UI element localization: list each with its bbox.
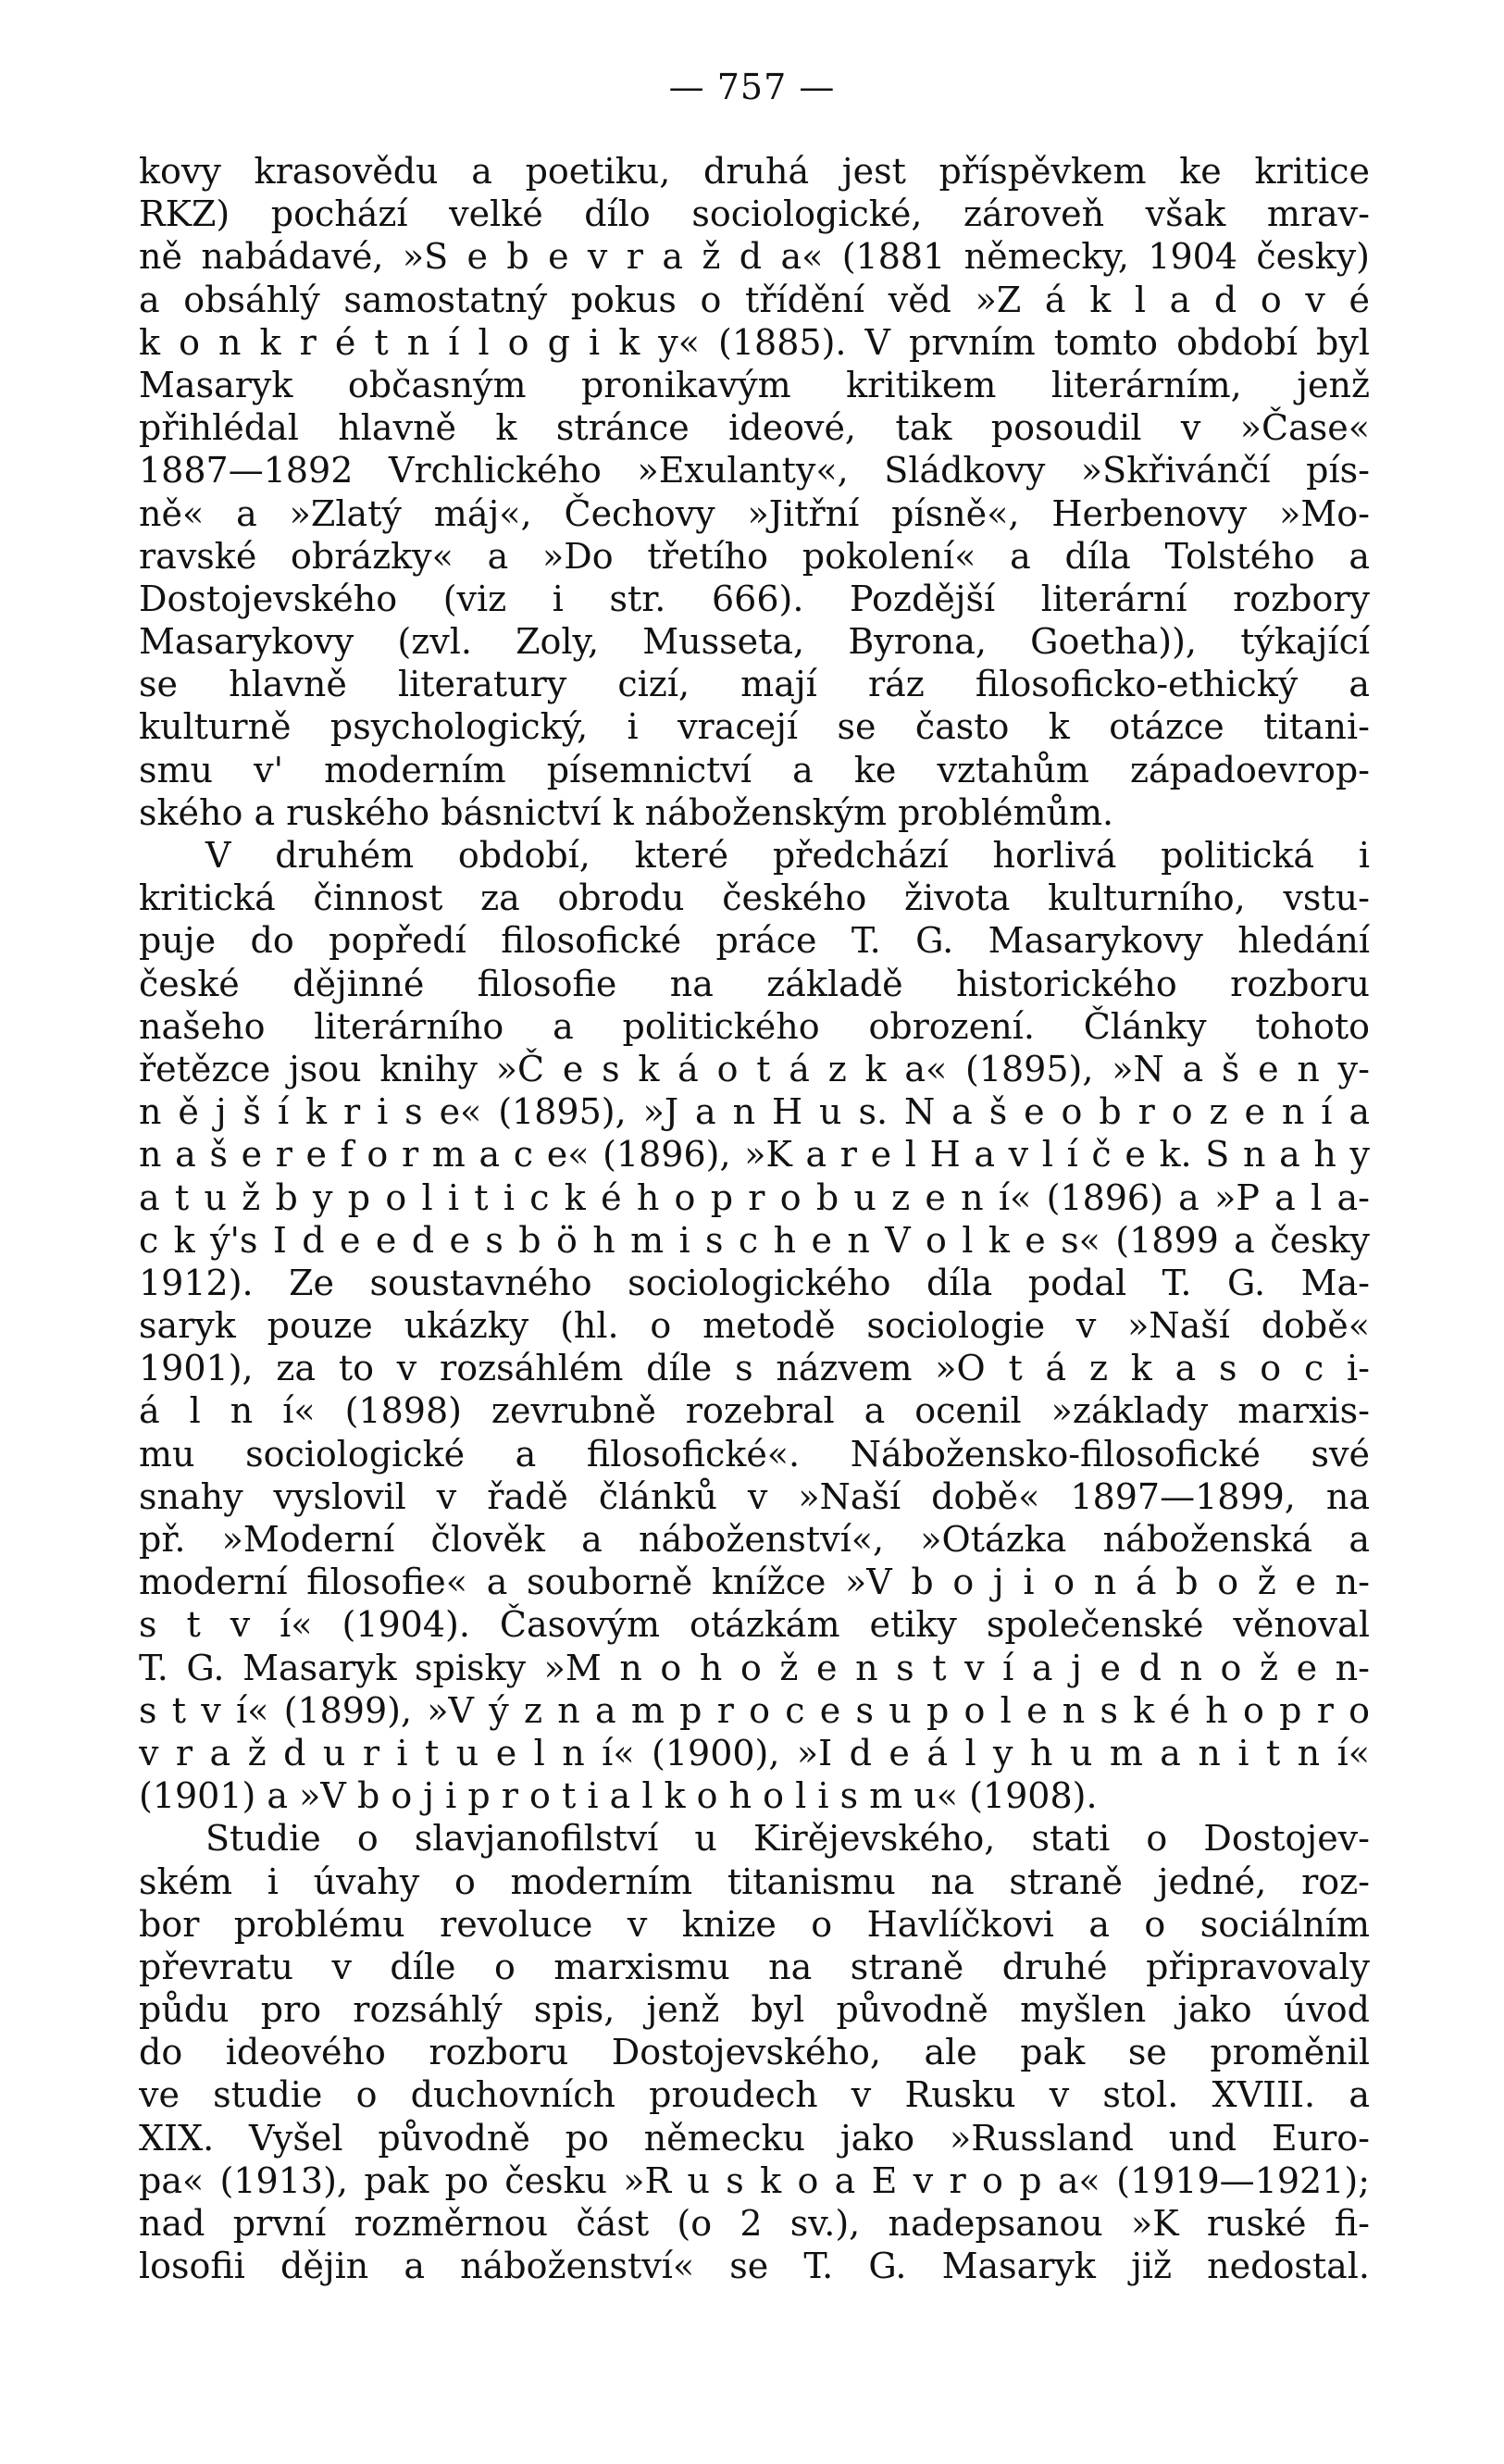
text-line: (1901) a »V b o j i p r o t i a l k o h o l i s m u« (1908). — [139, 1775, 1098, 1817]
text-line: 1912). Ze soustavného sociologického díla podal T. G. Ma- — [139, 1262, 1370, 1303]
text-line: bor problému revoluce v knize o Havlíčkovi a o sociálním — [139, 1903, 1370, 1945]
text-line: našeho literárního a politického obrození. Články tohoto — [139, 1005, 1370, 1047]
text-line: n a š e r e f o r m a c e« (1896), »K a r e l H a v l í č e k. S n a h y — [139, 1134, 1370, 1176]
text-line: k o n k r é t n í l o g i k y« (1885). V prvním tomto období byl — [139, 321, 1370, 363]
text-line: s t v í« (1904). Časovým otázkám etiky společenské věnoval — [139, 1604, 1370, 1646]
text-line: c k ý's I d e e d e s b ö h m i s c h e n V o l k e s« (1899 a česky — [139, 1219, 1370, 1261]
text-line: XIX. Vyšel původně po německu jako »Russland und Euro- — [139, 2117, 1370, 2159]
text-line: Studie o slavjanofilství u Kirějevského, stati o Dostojev- — [205, 1818, 1370, 1860]
text-line: př. »Moderní člověk a náboženství«, »Otázka náboženská a — [139, 1519, 1370, 1560]
page-number: — 757 — — [668, 67, 836, 107]
text-line: řetězce jsou knihy »Č e s k á o t á z k a« (1895), »N a š e n y- — [139, 1048, 1370, 1089]
text-line: smu v' moderním písemnictví a ke vztahům západoevrop- — [139, 749, 1370, 790]
text-line: kritická činnost za obrodu českého života kulturního, vstu- — [139, 877, 1370, 919]
text-line: přihlédal hlavně k stránce ideové, tak posoudil v »Čase« — [139, 407, 1370, 449]
text-line: ského a ruského básnictví k náboženským problémům. — [139, 791, 1114, 833]
text-line: pa« (1913), pak po česku »R u s k o a E v r o p a« (1919—1921); — [139, 2159, 1370, 2201]
text-line: Masaryk občasným pronikavým kritikem literárním, jenž — [139, 364, 1370, 405]
text-line: české dějinné filosofie na základě historického rozboru — [139, 963, 1370, 1004]
text-line: se hlavně literatury cizí, mají ráz filosoficko-ethický a — [139, 664, 1370, 705]
text-line: 1887—1892 Vrchlického »Exulanty«, Sládkovy »Skřivánčí pís- — [139, 450, 1370, 492]
text-line: saryk pouze ukázky (hl. o metodě sociologie v »Naší době« — [139, 1305, 1370, 1347]
text-line: do ideového rozboru Dostojevského, ale pak se proměnil — [139, 2032, 1370, 2073]
text-line: ve studie o duchovních proudech v Rusku v stol. XVIII. a — [139, 2074, 1370, 2116]
text-line: RKZ) pochází velké dílo sociologické, zároveň však mrav- — [139, 193, 1370, 235]
text-line: Masarykovy (zvl. Zoly, Musseta, Byrona, Goetha)), týkající — [139, 621, 1370, 663]
text-line: kulturně psychologický, i vracejí se často k otázce titani- — [139, 706, 1370, 748]
text-line: n ě j š í k r i s e« (1895), »J a n H u s. N a š e o b r o z e n í a — [139, 1091, 1370, 1133]
text-line: mu sociologické a filosofické«. Nábožensko-filosofické své — [139, 1433, 1370, 1475]
text-line: půdu pro rozsáhlý spis, jenž byl původně myšlen jako úvod — [139, 1989, 1370, 2031]
text-line: nad první rozměrnou část (o 2 sv.), nadepsanou »K ruské fi- — [139, 2203, 1370, 2244]
text-line: a obsáhlý samostatný pokus o třídění věd »Z á k l a d o v é — [139, 279, 1370, 320]
text-line: s t v í« (1899), »V ý z n a m p r o c e s u p o l e n s k é h o p r o — [139, 1689, 1370, 1731]
text-line: ském i úvahy o moderním titanismu na straně jedné, roz- — [139, 1860, 1370, 1902]
text-line: Dostojevského (viz i str. 666). Pozdější literární rozbory — [139, 578, 1370, 619]
text-line: moderní filosofie« a souborně knížce »V b o j i o n á b o ž e n- — [139, 1562, 1370, 1603]
text-line: puje do popředí filosofické práce T. G. Masarykovy hledání — [139, 920, 1370, 962]
text-line: 1901), za to v rozsáhlém díle s názvem »O t á z k a s o c i- — [139, 1348, 1370, 1389]
text-line: ně nabádavé, »S e b e v r a ž d a« (1881 německy, 1904 česky) — [139, 236, 1370, 278]
text-line: á l n í« (1898) zevrubně rozebral a ocenil »základy marxis- — [139, 1390, 1370, 1432]
body-text — [139, 150, 1370, 2287]
text-line: a t u ž b y p o l i t i c k é h o p r o b u z e n í« (1896) a »P a l a- — [139, 1176, 1370, 1218]
text-line: snahy vyslovil v řadě článků v »Naší době« 1897—1899, na — [139, 1475, 1370, 1517]
text-line: ravské obrázky« a »Do třetího pokolení« a díla Tolstého a — [139, 535, 1370, 577]
text-line: T. G. Masaryk spisky »M n o h o ž e n s t v í a j e d n o ž e n- — [139, 1647, 1370, 1688]
text-line: ně« a »Zlatý máj«, Čechovy »Jitřní písně«, Herbenovy »Mo- — [139, 492, 1370, 534]
text-line: kovy krasovědu a poetiku, druhá jest příspěvkem ke kritice — [139, 151, 1370, 192]
text-line: převratu v díle o marxismu na straně druhé připravovaly — [139, 1946, 1370, 1987]
text-line: losofii dějin a náboženství« se T. G. Masaryk již nedostal. — [139, 2246, 1370, 2287]
text-line: V druhém období, které předchází horlivá politická i — [205, 835, 1370, 876]
text-line: v r a ž d u r i t u e l n í« (1900), »I d e á l y h u m a n i t n í« — [139, 1732, 1370, 1773]
